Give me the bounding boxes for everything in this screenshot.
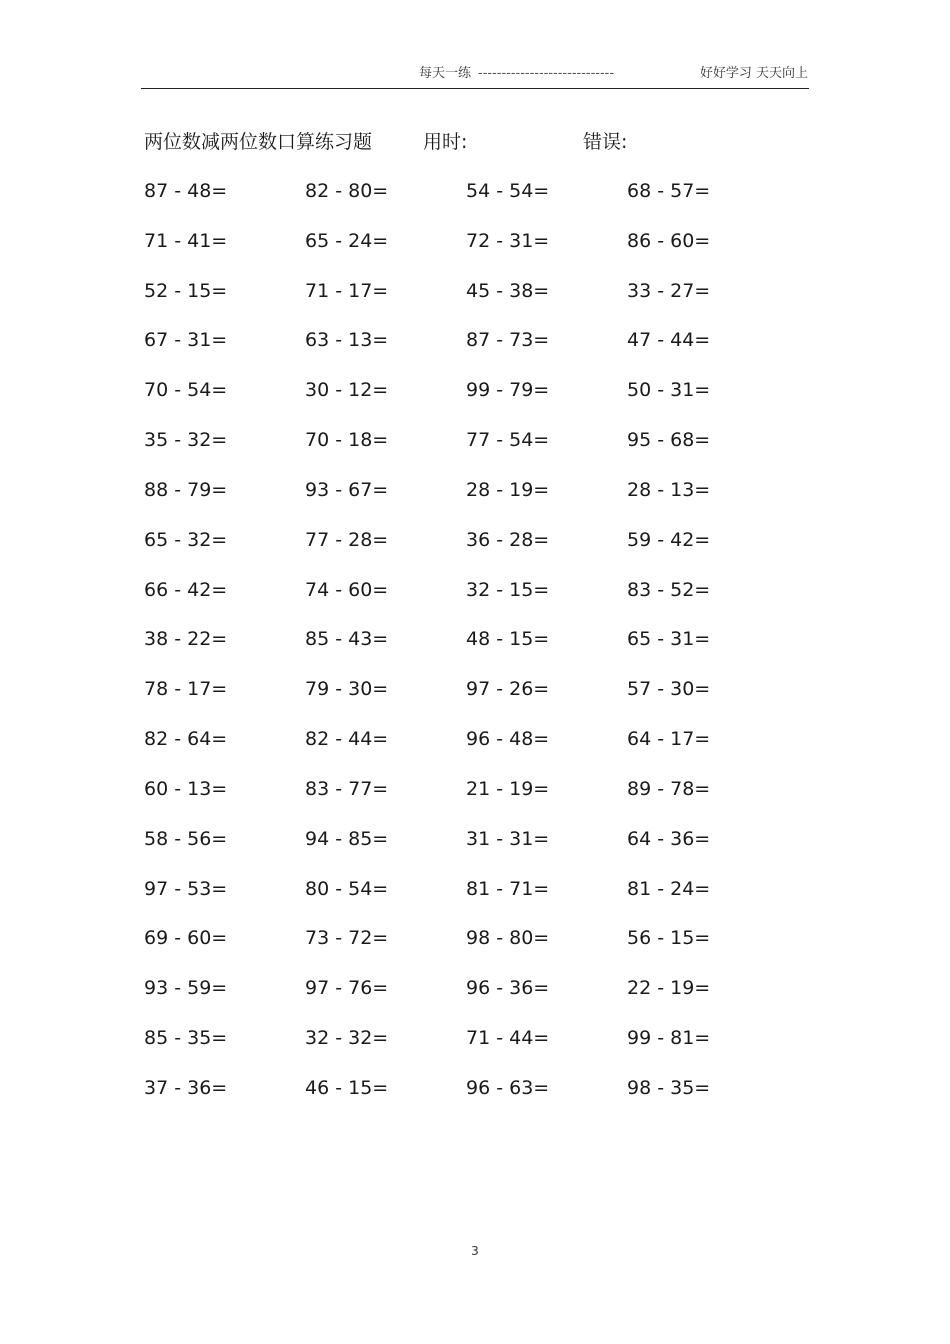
arithmetic-problem: 64 - 17= xyxy=(627,728,711,751)
arithmetic-problem: 74 - 60= xyxy=(305,578,389,601)
error-count-label: 错误: xyxy=(583,131,628,153)
arithmetic-problem: 22 - 19= xyxy=(627,977,711,1000)
arithmetic-problem: 30 - 12= xyxy=(305,379,389,402)
arithmetic-problem: 87 - 48= xyxy=(144,180,228,202)
arithmetic-problem: 72 - 31= xyxy=(466,229,550,252)
arithmetic-problem: 48 - 15= xyxy=(466,628,550,651)
arithmetic-problem: 95 - 68= xyxy=(627,429,711,452)
arithmetic-problem: 36 - 28= xyxy=(466,528,550,551)
arithmetic-problem: 46 - 15= xyxy=(305,1076,389,1099)
header-motto-right: 好好学习 天天向上 xyxy=(699,66,808,81)
arithmetic-problem: 99 - 79= xyxy=(466,379,550,402)
arithmetic-problem: 96 - 63= xyxy=(466,1076,550,1099)
arithmetic-problem: 71 - 44= xyxy=(466,1027,550,1050)
arithmetic-problem: 82 - 80= xyxy=(305,180,389,202)
arithmetic-problem: 98 - 35= xyxy=(627,1076,711,1099)
header-divider xyxy=(141,88,809,89)
arithmetic-problem: 96 - 36= xyxy=(466,977,550,1000)
problem-grid xyxy=(144,176,804,1123)
arithmetic-problem: 64 - 36= xyxy=(627,827,711,850)
arithmetic-problem: 98 - 80= xyxy=(466,927,550,950)
arithmetic-problem: 70 - 18= xyxy=(305,429,389,452)
page-number: 3 xyxy=(471,1244,479,1258)
arithmetic-problem: 63 - 13= xyxy=(305,329,389,352)
arithmetic-problem: 65 - 24= xyxy=(305,229,389,252)
arithmetic-problem: 83 - 52= xyxy=(627,578,711,601)
header-motto-left: 每天一练 xyxy=(419,66,472,81)
arithmetic-problem: 88 - 79= xyxy=(144,478,228,501)
arithmetic-problem: 21 - 19= xyxy=(466,777,550,800)
arithmetic-problem: 54 - 54= xyxy=(466,180,550,202)
arithmetic-problem: 99 - 81= xyxy=(627,1027,711,1050)
arithmetic-problem: 79 - 30= xyxy=(305,678,389,701)
arithmetic-problem: 59 - 42= xyxy=(627,528,711,551)
arithmetic-problem: 35 - 32= xyxy=(144,429,228,452)
arithmetic-problem: 32 - 32= xyxy=(305,1027,389,1050)
arithmetic-problem: 66 - 42= xyxy=(144,578,228,601)
arithmetic-problem: 37 - 36= xyxy=(144,1076,228,1099)
arithmetic-problem: 82 - 64= xyxy=(144,728,228,751)
arithmetic-problem: 85 - 43= xyxy=(305,628,389,651)
arithmetic-problem: 71 - 41= xyxy=(144,229,228,252)
arithmetic-problem: 93 - 67= xyxy=(305,478,389,501)
arithmetic-problem: 87 - 73= xyxy=(466,329,550,352)
arithmetic-problem: 31 - 31= xyxy=(466,827,550,850)
arithmetic-problem: 77 - 28= xyxy=(305,528,389,551)
arithmetic-problem: 60 - 13= xyxy=(144,777,228,800)
arithmetic-problem: 71 - 17= xyxy=(305,279,389,302)
arithmetic-problem: 56 - 15= xyxy=(627,927,711,950)
arithmetic-problem: 28 - 19= xyxy=(466,478,550,501)
arithmetic-problem: 65 - 32= xyxy=(144,528,228,551)
arithmetic-problem: 97 - 26= xyxy=(466,678,550,701)
arithmetic-problem: 97 - 53= xyxy=(144,877,228,900)
arithmetic-problem: 65 - 31= xyxy=(627,628,711,651)
arithmetic-problem: 86 - 60= xyxy=(627,229,711,252)
arithmetic-problem: 96 - 48= xyxy=(466,728,550,751)
worksheet-title: 两位数减两位数口算练习题 xyxy=(144,131,373,153)
arithmetic-problem: 85 - 35= xyxy=(144,1027,228,1050)
arithmetic-problem: 28 - 13= xyxy=(627,478,711,501)
arithmetic-problem: 81 - 71= xyxy=(466,877,550,900)
arithmetic-problem: 52 - 15= xyxy=(144,279,228,302)
header-dash-leader: ----------------------------- xyxy=(478,66,615,81)
arithmetic-problem: 93 - 59= xyxy=(144,977,228,1000)
arithmetic-problem: 70 - 54= xyxy=(144,379,228,402)
arithmetic-problem: 50 - 31= xyxy=(627,379,711,402)
arithmetic-problem: 73 - 72= xyxy=(305,927,389,950)
arithmetic-problem: 97 - 76= xyxy=(305,977,389,1000)
arithmetic-problem: 89 - 78= xyxy=(627,777,711,800)
arithmetic-problem: 80 - 54= xyxy=(305,877,389,900)
arithmetic-problem: 32 - 15= xyxy=(466,578,550,601)
arithmetic-problem: 69 - 60= xyxy=(144,927,228,950)
arithmetic-problem: 67 - 31= xyxy=(144,329,228,352)
arithmetic-problem: 68 - 57= xyxy=(627,180,711,202)
arithmetic-problem: 94 - 85= xyxy=(305,827,389,850)
arithmetic-problem: 45 - 38= xyxy=(466,279,550,302)
arithmetic-problem: 47 - 44= xyxy=(627,329,711,352)
arithmetic-problem: 78 - 17= xyxy=(144,678,228,701)
arithmetic-problem: 57 - 30= xyxy=(627,678,711,701)
arithmetic-problem: 81 - 24= xyxy=(627,877,711,900)
arithmetic-problem: 77 - 54= xyxy=(466,429,550,452)
time-used-label: 用时: xyxy=(423,131,468,153)
arithmetic-problem: 38 - 22= xyxy=(144,628,228,651)
arithmetic-problem: 83 - 77= xyxy=(305,777,389,800)
arithmetic-problem: 33 - 27= xyxy=(627,279,711,302)
arithmetic-problem: 58 - 56= xyxy=(144,827,228,850)
arithmetic-problem: 82 - 44= xyxy=(305,728,389,751)
